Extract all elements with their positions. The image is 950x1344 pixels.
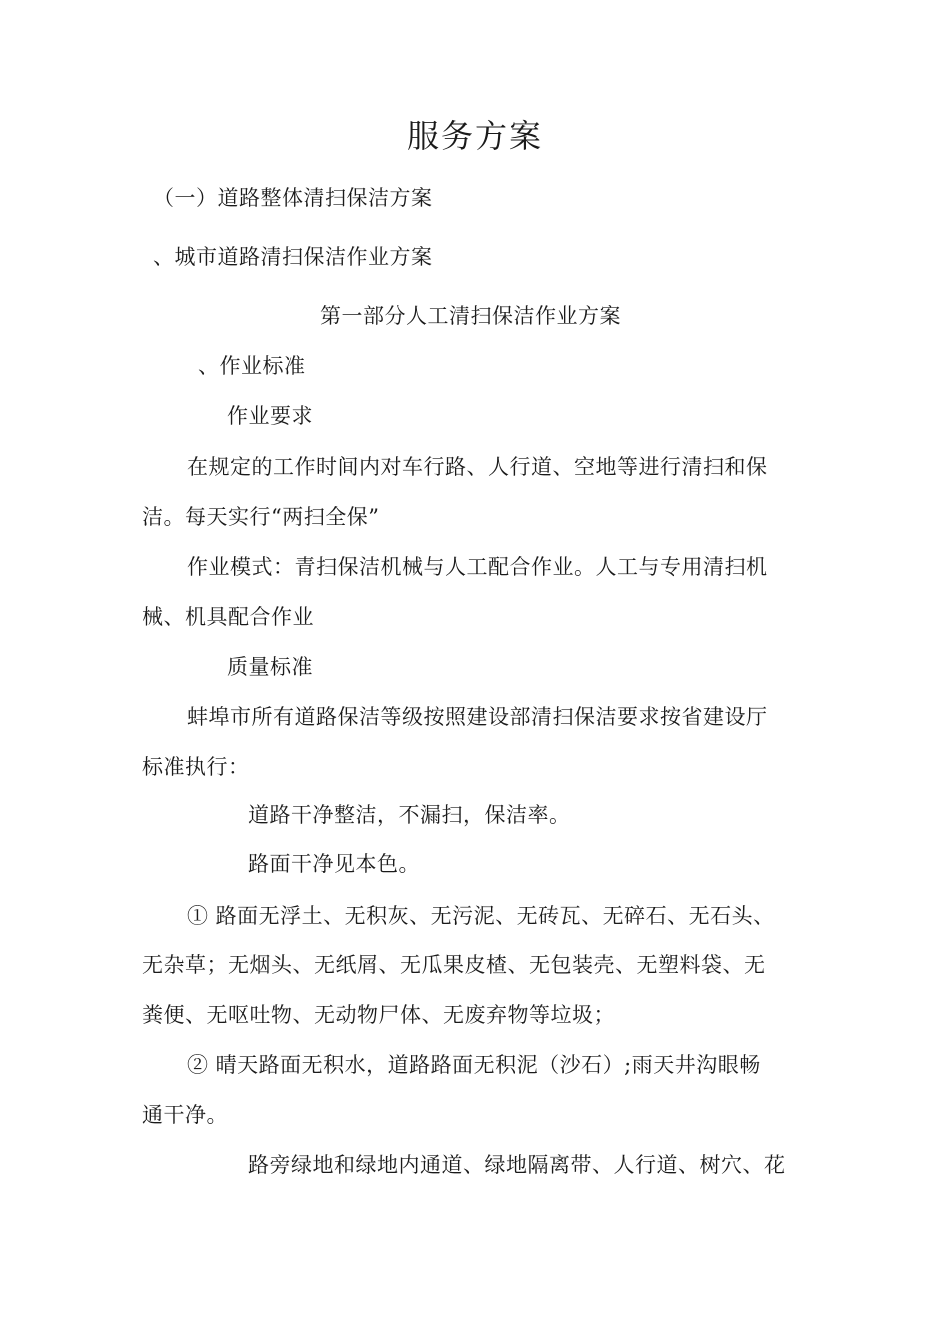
point-1-line-3: 粪便、无呕吐物、无动物尸体、无废弃物等垃圾； <box>142 1003 615 1027</box>
sub-heading-quality: 质量标准 <box>227 655 313 679</box>
point-1-line-1: ① 路面无浮土、无积灰、无污泥、无砖瓦、无碎石、无石头、 <box>187 904 775 928</box>
point-1-line-2: 无杂草；无烟头、无纸屑、无瓜果皮楂、无包装壳、无塑料袋、无 <box>142 953 766 977</box>
paragraph-1-line-2: 洁。每天实行“两扫全保” <box>142 505 380 529</box>
list-item-2: 路面干净见本色。 <box>248 852 420 876</box>
point-2-line-1: ② 晴天路面无积水，道路路面无积泥（沙石）;雨天井沟眼畅 <box>187 1053 761 1077</box>
list-item-3: 路旁绿地和绿地内通道、绿地隔离带、人行道、树穴、花 <box>248 1153 786 1177</box>
list-item-1: 道路干净整洁，不漏扫，保洁率。 <box>248 803 571 827</box>
paragraph-3-line-2: 标准执行： <box>142 755 250 779</box>
sub-heading-standards: 、作业标准 <box>198 354 306 378</box>
document-title: 服务方案 <box>406 117 543 155</box>
paragraph-1-line-1: 在规定的工作时间内对车行路、人行道、空地等进行清扫和保 <box>187 455 768 479</box>
paragraph-3-line-1: 蚌埠市所有道路保洁等级按照建设部清扫保洁要求按省建设厅 <box>187 705 768 729</box>
paragraph-2-line-1: 作业模式：青扫保洁机械与人工配合作业。人工与专用清扫机 <box>187 555 768 579</box>
point-2-line-2: 通干净。 <box>142 1103 228 1127</box>
section-heading-1: （一）道路整体清扫保洁方案 <box>153 186 433 210</box>
section-heading-2: 、城市道路清扫保洁作业方案 <box>153 245 433 269</box>
paragraph-2-line-2: 械、机具配合作业 <box>142 605 314 629</box>
part-heading: 第一部分人工清扫保洁作业方案 <box>320 304 621 328</box>
sub-heading-requirements: 作业要求 <box>227 404 313 428</box>
